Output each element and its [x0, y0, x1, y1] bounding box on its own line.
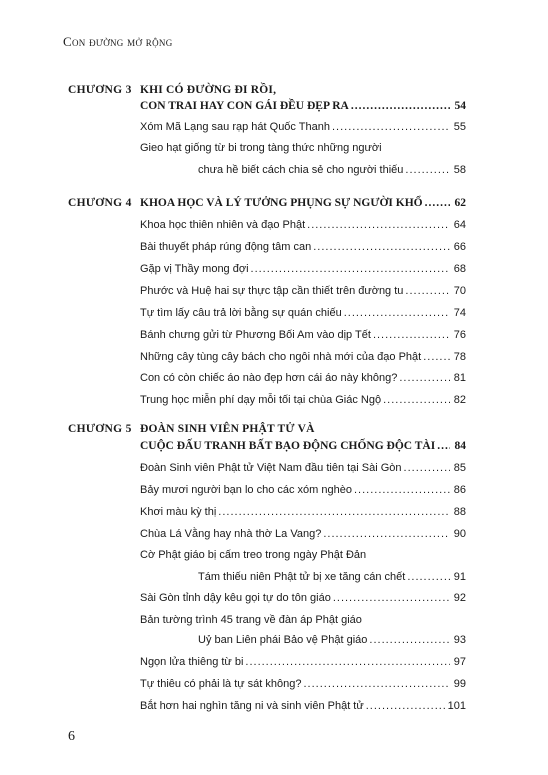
page-number: 55 — [453, 121, 466, 133]
toc-entry[interactable] — [140, 524, 466, 540]
entry-title: Bắt hơn hai nghìn tăng ni và sinh viên Phật tử — [140, 700, 364, 712]
toc-entry[interactable] — [140, 652, 466, 668]
dot-leader — [344, 307, 450, 319]
toc-entry[interactable] — [140, 215, 466, 231]
dot-leader — [383, 394, 450, 406]
page-number: 76 — [453, 329, 466, 341]
chapter-title-line2: CON TRAI HAY CON GÁI ĐỀU ĐẸP RA — [140, 100, 349, 112]
page-number: 97 — [453, 656, 466, 668]
dot-leader — [369, 634, 450, 646]
dot-leader — [405, 164, 450, 176]
page-number: 62 — [454, 197, 466, 209]
toc-entry[interactable] — [140, 545, 366, 561]
toc-entry-chapter-5-title[interactable] — [140, 436, 466, 452]
page-number: 81 — [453, 372, 466, 384]
entry-title: Bánh chưng gửi từ Phương Bối Am vào dịp Tết — [140, 329, 371, 341]
toc-entry[interactable] — [140, 610, 362, 626]
dot-leader — [332, 121, 450, 133]
entry-title: Bản tường trình 45 trang về đàn áp Phật giáo — [140, 614, 362, 626]
toc-entry-continuation[interactable] — [198, 630, 466, 646]
entry-title: Bài thuyết pháp rúng động tâm can — [140, 241, 312, 253]
dot-leader — [366, 700, 446, 712]
toc-entry[interactable] — [140, 259, 466, 275]
page-number: 58 — [453, 164, 466, 176]
toc-entry[interactable] — [140, 696, 466, 712]
entry-title: Khơi màu kỳ thị — [140, 506, 217, 518]
entry-title-continuation: chưa hề biết cách chia sẻ cho người thiếu — [198, 164, 404, 176]
entry-title: Những cây tùng cây bách cho ngôi nhà mới của đạo Phật — [140, 351, 422, 363]
page-number: 93 — [453, 634, 466, 646]
entry-title-continuation: Uỷ ban Liên phái Bảo vệ Phật giáo — [198, 634, 368, 646]
entry-title: Trung học miễn phí dạy mỗi tối tại chùa Giác Ngộ — [140, 394, 382, 406]
entry-title: Gặp vị Thầy mong đợi — [140, 263, 249, 275]
chapter-title-line1: KHI CÓ ĐƯỜNG ĐI RỒI, — [140, 84, 277, 96]
entry-title: Phước và Huệ hai sự thực tập cần thiết trên đường tu — [140, 285, 404, 297]
entry-title-continuation: Tám thiếu niên Phật tử bị xe tăng cán chết — [198, 571, 406, 583]
entry-title: Tự thiêu có phải là tự sát không? — [140, 678, 302, 690]
dot-leader — [245, 656, 450, 668]
page-number: 91 — [453, 571, 466, 583]
dot-leader — [404, 462, 450, 474]
page-number: 85 — [453, 462, 466, 474]
page-number: 99 — [453, 678, 466, 690]
toc-entry[interactable] — [140, 480, 466, 496]
page-number: 68 — [453, 263, 466, 275]
toc-entry-continuation[interactable] — [198, 160, 466, 176]
dot-leader — [437, 440, 450, 452]
entry-title: Chùa Lá Vằng hay nhà thờ La Vang? — [140, 528, 322, 540]
page-number: 78 — [453, 351, 466, 363]
dot-leader — [373, 329, 450, 341]
chapter-title-line1: ĐOÀN SINH VIÊN PHẬT TỬ VÀ — [140, 423, 315, 435]
dot-leader — [333, 592, 450, 604]
chapter-title-line2: CUỘC ĐẤU TRANH BẤT BẠO ĐỘNG CHỐNG ĐỘC TÀI — [140, 440, 436, 452]
toc-entry[interactable] — [140, 281, 466, 297]
page-number: 86 — [453, 484, 466, 496]
dot-leader — [407, 571, 450, 583]
entry-title: Cờ Phật giáo bị cấm treo trong ngày Phật Đản — [140, 549, 367, 561]
toc-entry[interactable] — [140, 303, 466, 319]
toc-entry[interactable] — [140, 347, 466, 363]
page-number: 70 — [453, 285, 466, 297]
toc-entry[interactable] — [140, 325, 466, 341]
dot-leader — [351, 100, 450, 112]
dot-leader — [218, 506, 450, 518]
dot-leader — [423, 351, 450, 363]
page-number: 54 — [454, 100, 466, 112]
running-header: Con đường mở rộng — [63, 34, 173, 49]
page-number: 66 — [453, 241, 466, 253]
page-number: 92 — [453, 592, 466, 604]
dot-leader — [251, 263, 450, 275]
entry-title: Sài Gòn tỉnh dậy kêu gọi tự do tôn giáo — [140, 592, 331, 604]
toc-entry-chapter-3-title[interactable] — [140, 96, 466, 112]
entry-title: Gieo hạt giống từ bi trong tàng thức những người — [140, 142, 382, 154]
toc-entry-chapter-4-title[interactable] — [140, 193, 466, 209]
dot-leader — [405, 285, 450, 297]
page-number: 64 — [453, 219, 466, 231]
dot-leader — [354, 484, 450, 496]
page-number: 84 — [454, 440, 466, 452]
toc-entry[interactable] — [140, 368, 466, 384]
page-number: 82 — [453, 394, 466, 406]
entry-title: Bảy mươi người bạn lo cho các xóm nghèo — [140, 484, 352, 496]
toc-entry[interactable] — [140, 138, 382, 154]
dot-leader — [323, 528, 450, 540]
dot-leader — [313, 241, 450, 253]
page-number: 88 — [453, 506, 466, 518]
toc-entry[interactable] — [140, 458, 466, 474]
page-number: 101 — [447, 700, 466, 712]
entry-title: Tự tìm lấy câu trả lời bằng sự quán chiếu — [140, 307, 342, 319]
chapter-title-line1: KHOA HỌC VÀ LÝ TƯỞNG PHỤNG SỰ NGƯỜI KHỔ — [140, 197, 423, 209]
toc-entry[interactable] — [140, 117, 466, 133]
entry-title: Khoa học thiên nhiên và đạo Phật — [140, 219, 306, 231]
chapter-label: CHƯƠNG 5 — [68, 423, 132, 435]
entry-title: Ngọn lửa thiêng từ bi — [140, 656, 244, 668]
entry-title: Đoàn Sinh viên Phật tử Việt Nam đầu tiên tại Sài Gòn — [140, 462, 402, 474]
dot-leader — [399, 372, 450, 384]
dot-leader — [304, 678, 451, 690]
toc-entry[interactable] — [140, 390, 466, 406]
entry-title: Xóm Mã Lạng sau rạp hát Quốc Thanh — [140, 121, 330, 133]
toc-entry[interactable] — [140, 674, 466, 690]
page-number: 74 — [453, 307, 466, 319]
folio-page-number: 6 — [68, 729, 75, 744]
chapter-label: CHƯƠNG 3 — [68, 84, 132, 96]
dot-leader — [307, 219, 450, 231]
toc-entry-continuation[interactable] — [198, 567, 466, 583]
page-number: 90 — [453, 528, 466, 540]
dot-leader — [425, 197, 450, 209]
toc-entry[interactable] — [140, 588, 466, 604]
toc-entry[interactable] — [140, 237, 466, 253]
toc-entry[interactable] — [140, 502, 466, 518]
entry-title: Con có còn chiếc áo nào đẹp hơn cái áo này không? — [140, 372, 398, 384]
chapter-label: CHƯƠNG 4 — [68, 197, 132, 209]
